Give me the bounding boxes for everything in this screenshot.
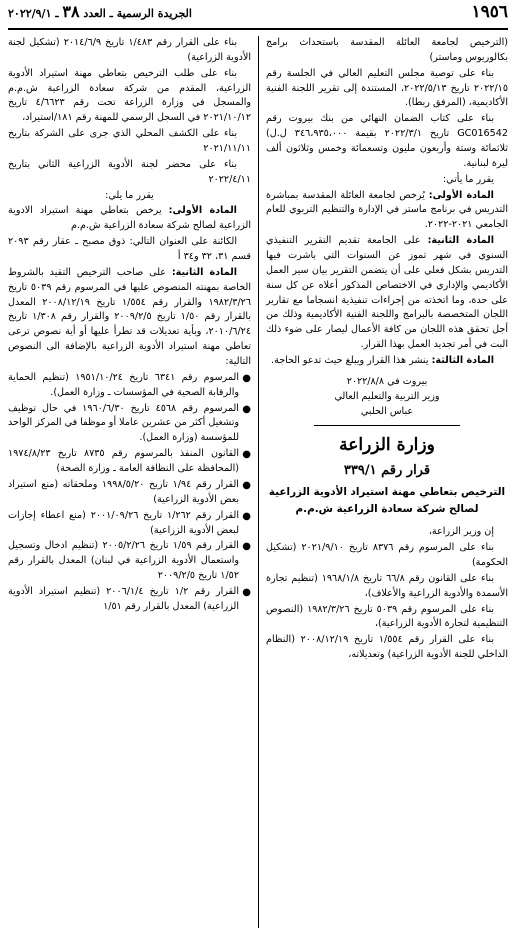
- decision-title: الترخيص بتعاطي مهنة استيراد الأدوية الزراعية لصالح شركة سعادة الزراعية ش.م.م: [268, 485, 506, 515]
- paragraph: بناء على المرسوم رقم ٨٣٧٦ تاريخ ٢٠٢١/٩/١٠ (تشكيل الحكومة): [266, 542, 508, 568]
- paragraph: بناء على كتاب الضمان النهائي من بنك بيروت رقم GC016542 تاريخ ٢٠٢٢/٣/١ بقيمة ٣٤٦،٩٣٥،٠٠٠ ل.ل) ثلاثمائة وستة وأربعون مليون وتسعمائة وخمس وثلاثون ألف ليرة لبنانية.: [266, 113, 508, 169]
- list-item: [8, 478, 251, 508]
- address: الكائنة على العنوان التالي: ذوق مصبح ـ عقار رقم ٢٠٩٣ قسم ٣١، ٣٢ و٣٤ أ: [8, 236, 251, 263]
- article-text: على صاحب الترخيص التقيد بالشروط الخاصة بمهنته المنصوص عليها في المرسوم رقم ٥٠٣٩ تاريخ ١٩٨٢/٣/٢٦ والقرار رقم ١/٥٥٤ تاريخ ٢٠٠٨/١٢/١٩ المعدل بالقرار رقم ١/٥٠ تاريخ ٢٠٠٩/٢/٥ والقرار رقم ١/٣٠٨ تاريخ ٢٠١٠/٦/٢٤، وبأية تعديلات قد تطرأ عليها أو أية نصوص ترعى تعاطي مهنة استيراد الأدوية الزراعية بالإضافة الى النصوص التالية:: [8, 266, 251, 368]
- list-item: [8, 509, 251, 539]
- list-item: [8, 539, 251, 584]
- sign-place-date: بيروت في ٢٠٢٢/٨/٨: [346, 375, 428, 387]
- article-2: [8, 266, 251, 370]
- bullet-icon: ●: [242, 449, 251, 461]
- divider: [314, 425, 459, 426]
- bullet-icon: ●: [242, 403, 251, 415]
- list-item-text: المرسوم رقم ٤٥٦٨ تاريخ ١٩٦٠/٦/٣٠ في حال توظيف وتشغيل أكثر من عشرين عاملا أو موظفا في المركز الواحد للمؤسسة (وزارة العمل).: [8, 402, 239, 444]
- list-item: [8, 447, 251, 477]
- article-1: [266, 189, 508, 234]
- decision-number: قرار رقم ٣٣٩/١: [343, 462, 431, 478]
- bullet-icon: ●: [242, 510, 251, 522]
- article-text: ينشر هذا القرار ويبلغ حيث تدعو الحاجة.: [271, 355, 429, 367]
- paragraph: (الترخيص لجامعة العائلة المقدسة باستحداث برامج بكالوريوس وماستر): [266, 37, 508, 63]
- sign-name: عباس الحلبي: [360, 405, 414, 417]
- page-number: ١٩٥٦: [471, 1, 508, 22]
- article-label: المادة الثانية:: [171, 266, 238, 278]
- decides-heading: يقرر ما يأتي:: [442, 173, 494, 185]
- page-body: [8, 36, 508, 928]
- list-item: [8, 585, 251, 615]
- paragraph: إن وزير الزراعة،: [428, 526, 494, 538]
- bullet-icon: ●: [242, 372, 251, 384]
- list-item-text: القرار رقم ١/٢٦٢ تاريخ ٢٠٠١/٠٩/٢٦ (منع اعطاء إجازات لبعض الأدوية الزراعية): [8, 509, 239, 536]
- paragraph: بناء على الكشف المحلي الذي جرى على الشركة بتاريخ ٢٠٢١/١١/١١: [8, 128, 251, 155]
- paragraph: بناء على القانون رقم ٦٦/٨ تاريخ ١٩٦٨/١/٨ (تنظيم تجارة الأسمدة والأدوية الزراعية والأعلاف)،: [266, 572, 508, 599]
- article-1: [8, 204, 251, 234]
- article-text: يُرخص لجامعة العائلة المقدسة بمباشرة التدريس في برنامج ماستر في الإدارة والتنظيم التربوي للعام الجامعي ٢٠٢١-٢٠٢٢.: [266, 189, 508, 231]
- list-item-text: القرار رقم ١/٢ تاريخ ٢٠٠٦/١/٤ (تنظيم استيراد الأدوية الزراعية) المعدل بالقرار رقم ١/٥١: [8, 585, 239, 612]
- article-3: [266, 354, 508, 369]
- article-text: على الجامعة تقديم التقرير التنفيذي السنوي في شهر تموز عن السنوات التي باشرت فيها التدريس بشكل فعلي على أن يتضمن التقرير بيان سير العمل الأكاديمي والإداري في الاختصاص المذكور أعلاه عن كل سنة على حدة، وما اتخذته من إجراءات تنفيذية انسجاما مع تقارير اللجان المتخصصة بالبرامج واللجنة الفنية الأكاديمية وذلك من أجل تحقق هذه اللجان من كافة الأعمال ليصار على ضوء ذلك البت في أمر تجديد العمل بهذا القرار.: [266, 235, 508, 351]
- article-2: [266, 234, 508, 353]
- paragraph: بناء على القرار رقم ١/٥٥٤ تاريخ ٢٠٠٨/١٢/١٩ (النظام الداخلي للجنة الأدوية الزراعية) وتعديلاته،: [266, 634, 508, 661]
- list-item: [8, 402, 251, 447]
- paragraph: بناء على المرسوم رقم ٥٠٣٩ تاريخ ١٩٨٢/٣/٢٦ (النصوص التنظيمية لتجارة الأدوية الزراعية)،: [266, 603, 508, 630]
- sign-title: وزير التربية والتعليم العالي: [334, 390, 440, 402]
- article-label: المادة الثالثة:: [431, 355, 494, 367]
- bullet-icon: ●: [242, 541, 251, 553]
- article-text: يرخص بتعاطي مهنة استيراد الادوية الزراعية لصالح شركة سعادة الزراعية ش.م.م: [8, 205, 251, 232]
- issue-date: ـ ٢٠٢٢/٩/١: [8, 7, 59, 21]
- article-label: المادة الأولى:: [428, 189, 494, 201]
- article-label: المادة الثانية:: [427, 235, 494, 247]
- list-item-text: القرار رقم ١/٥٩ تاريخ ٢٠٠٥/٢/٢٦ (تنظيم ادخال وتسجيل واستعمال الأدوية الزراعية في لبنان) المعدل بالقرار رقم ١/٥٢ تاريخ ٢٠٠٩/٢/٥: [8, 540, 239, 582]
- list-item-text: القرار رقم ١/٩٤ تاريخ ١٩٩٨/٥/٢٠ وملحقاته (منع استيراد بعض الأدوية الزراعية): [8, 478, 239, 505]
- paragraph: بناء على القرار رقم ١/٤٨٣ تاريخ ٢٠١٤/٦/٩ (تشكيل لجنة الأدوية الزراعية): [8, 37, 251, 63]
- page-header: [8, 1, 508, 30]
- paragraph: بناء على طلب الترخيص بتعاطي مهنة استيراد الأدوية الزراعية، المقدم من شركة سعادة الزراعية ش.م.م والمسجل في وزارة الزراعة تحت رقم ٤/٦٦٢٣ تاريخ ٢٠٢١/١٠/١٢ في السجل الرسمي للمهنة رقم ١٨١/استيراد،: [8, 67, 251, 124]
- list-item-text: المرسوم رقم ٦٣٤١ تاريخ ١٩٥١/١٠/٢٤ (تنظيم الحماية والرقابة الصحية في المؤسسات ـ وزارة العمل).: [8, 371, 239, 398]
- article-label: المادة الأولى:: [168, 205, 237, 217]
- bullet-icon: ●: [242, 586, 251, 598]
- list-item: [8, 371, 251, 401]
- issue-number: ٣٨: [62, 2, 80, 22]
- ministry-heading: وزارة الزراعة: [339, 435, 435, 456]
- paragraph: بناء على محضر لجنة الأدوية الزراعية الثاني بتاريخ ٢٠٢٢/٤/١١: [8, 158, 251, 185]
- list-item-text: القانون المنفذ بالمرسوم رقم ٨٧٣٥ تاريخ ١٩٧٤/٨/٢٣ (المحافظة على النظافة العامة ـ وزارة الصحة): [8, 448, 239, 475]
- decides-heading: يقرر ما يلي:: [105, 189, 154, 201]
- left-column: [8, 36, 258, 928]
- signature-block: [266, 375, 508, 420]
- bullet-icon: ●: [242, 479, 251, 491]
- gazette-title: [8, 0, 192, 25]
- right-column: [258, 36, 508, 928]
- paragraph: بناء على توصية مجلس التعليم العالي في الجلسة رقم ٢٠٢٢/١٥ تاريخ ٢٠٢٢/٥/١٣، المستندة إلى تقرير اللجنة الفنية الأكاديمية، (المرفق ربطا).: [266, 67, 508, 109]
- gazette-prefix: الجريدة الرسمية ـ العدد: [83, 7, 192, 21]
